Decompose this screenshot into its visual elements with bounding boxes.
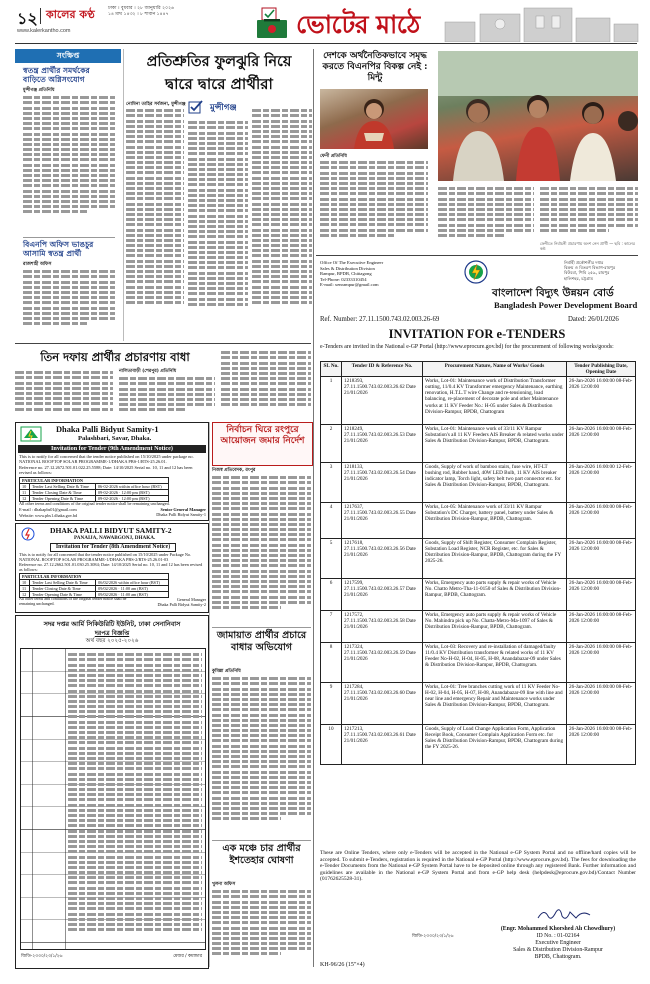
- mintu-photo: [438, 51, 638, 181]
- mil-table-grid: [20, 648, 206, 950]
- row-no: 11: [20, 490, 30, 496]
- pbs2-title-2: PANAIJA, NAWABGONJ, DHAKA.: [74, 535, 156, 541]
- rangpur-dateline: নিজস্ব প্রতিবেদক, রংপুর: [212, 468, 256, 473]
- row-dates: 26-Jan-2026 16:00:00 08-Feb-2026 12:00:00: [567, 377, 636, 425]
- masthead: [0, 0, 650, 46]
- brief-story-2-dateline: রাজশাহী অফিস: [23, 262, 52, 267]
- row-dates: 26-Jan-2026 16:00:00 08-Feb-2026 12:00:00: [567, 425, 636, 463]
- campaign-story: [15, 343, 311, 419]
- ballot-box-icon: [254, 6, 290, 40]
- manifesto-dateline: খুলনা অফিস: [212, 882, 236, 887]
- table-header-work: Procurement Nature, Name of Works/ Goods: [423, 362, 567, 377]
- row-value: 09-02-2026 · 12:00 pm (BST): [95, 490, 168, 496]
- bpdb-footer-note: These are Online Tenders, where only e-Tenders will be accepted in the National e-GP System Portal and no offline/hard copies will be accepted. To submit e-Tenders, registration is required in the National e-GP Portal (http://www.eprocure.gov.bd). The fees for downloading the e-Tender Documents from the National e-GP System Portal have to be deposited online through any registered Bank. Further information and guidelines are available in the National e-GP System Portal and from e-GP help desk (helpdesk@eprocure.gov.bd)/Contact Number (01762625528-31).: [320, 850, 636, 883]
- mil-table-text: [68, 651, 202, 947]
- row-dates: 26-Jan-2026 16:00:00 08-Feb-2026 12:00:00: [567, 643, 636, 683]
- mintu-body-col-2: [438, 185, 534, 247]
- pbs1-title-1: Dhaka Palli Bidyut Samity-1: [56, 425, 159, 434]
- manifesto-headline: এক মঞ্চে চার প্রার্থীর ইশতেহার ঘোষণা: [222, 843, 301, 866]
- table-row: [321, 377, 636, 425]
- website-link[interactable]: www.kalerkantho.com: [17, 28, 71, 34]
- brief-header: [15, 49, 121, 63]
- bpdb-office-line: Sales & Distribution Division: [320, 265, 375, 271]
- row-work-description: Works, Lot-01: Maintenance work of 33/11 KV Rampur Substation's all 11 KV Feeders AIS Breaker & related works under Sales & Distribution Division-Rampur, BPDB, Chattogram.: [423, 425, 567, 463]
- row-no: 10: [20, 484, 30, 490]
- row-tender-ref: 1217599, 27.11.1500.743.02.003.26.57 Date 21/01/2026: [342, 579, 423, 611]
- lead-story: [126, 49, 312, 339]
- mintu-photo-caption: ফেনীতে নির্বাচনী প্রচারণায় অংশ নেন প্রার্থী — ছবি : কালের কণ্ঠ: [540, 241, 635, 251]
- signer-title: Executive Engineer: [535, 940, 581, 946]
- row-sl: 5: [321, 539, 342, 579]
- jamaat-body: [212, 675, 311, 837]
- row-sl: 4: [321, 503, 342, 539]
- mil-header-line-3: অর্থ বছর ২০২৫-২০২৬: [85, 638, 139, 644]
- row-label: Tender Last Selling Date & Time: [29, 484, 95, 490]
- row-work-description: Goods, Supply of Load Change Application Form, Application Receipt Book, Consumer Complain Application Form etc. for Sales & Distribution Division-Rampur, BPDB, Chattogram during the FY 2025-26.: [423, 725, 567, 765]
- brief-divider: [23, 237, 115, 238]
- brief-story-1-title: স্বতন্ত্র প্রার্থীর সমর্থকের বাড়িতে অগ্নিসংযোগ: [23, 66, 90, 84]
- row-sl: 10: [321, 725, 342, 765]
- row-tender-ref: 1218249, 27.11.1500.743.02.003.26.53 Date 21/01/2026: [342, 425, 423, 463]
- checkbox-tick-icon: [188, 100, 204, 114]
- middle-divider-1: [212, 627, 311, 628]
- bpdb-office-line: Tel-Phone: 02333310454: [320, 276, 367, 282]
- jamaat-headline: জামায়াত প্রার্থীর প্রচারে বাধার অভিযোগ: [216, 630, 307, 653]
- mintu-bottom-rule: [316, 255, 638, 256]
- brief-story-2-body: [23, 268, 115, 340]
- lead-tag-label: মুন্সীগঞ্জ: [210, 103, 237, 113]
- pbs2-tender-ad: [15, 523, 209, 613]
- row-value: 09/02/2026 · 11:00 am (BST): [96, 592, 169, 598]
- signature-image: [536, 906, 592, 924]
- row-tender-ref: 1217637, 27.11.1500.743.02.003.26.55 Date 21/01/2026: [342, 503, 423, 539]
- row-tender-ref: 1217213, 27.11.1500.743.02.003.26.61 Date 21/01/2026: [342, 725, 423, 765]
- row-no: 10: [20, 580, 30, 586]
- bpdb-ref-number: Ref. Number: 27.11.1500.743.02.003.26-69: [320, 316, 440, 323]
- campaign-body-col-3: [221, 349, 311, 417]
- pbs1-email[interactable]: E-mail : dhakapbs01@gmail.com: [19, 507, 77, 512]
- mil-footer-left: জিডি-২৩৩০/২৩/১/২৬: [21, 954, 63, 959]
- manifesto-body: [212, 888, 311, 966]
- brief-header-label: সংক্ষিপ্ত: [56, 51, 80, 60]
- bpdb-tender-title: INVITATION FOR e-TENDERS: [388, 327, 566, 341]
- jamaat-dateline: কুমিল্লা প্রতিনিধি: [212, 669, 241, 674]
- pbs1-signer: [128, 507, 206, 517]
- bpdb-bangla-line: বিউবো, পিবি ২৫৯, রামপুর: [564, 270, 610, 276]
- row-sl: 6: [321, 579, 342, 611]
- pbs2-logo-icon: [20, 527, 36, 541]
- bpdb-dated: Dated: 26/01/2026: [568, 316, 619, 323]
- brief-story-2-title: বিএনপি অফিস ভাঙচুর আসামি স্বতন্ত্র প্রার্থী: [23, 240, 94, 258]
- table-header-ref: Tender ID & Reference No.: [342, 362, 423, 377]
- mintu-body-col-3: [540, 185, 638, 239]
- row-sl: 9: [321, 683, 342, 725]
- row-sl: 1: [321, 377, 342, 425]
- row-value: 06-02-2026 within office hour (BST): [95, 484, 168, 490]
- column-rule-mid: [313, 49, 314, 967]
- date-line-1: ঢাকা । বুধবার । ২৮ জানুয়ারি ২০২৬: [108, 6, 175, 11]
- bpdb-board-bangla: বাংলাদেশ বিদ্যুৎ উন্নয়ন বোর্ড: [492, 287, 614, 299]
- mil-header-line-1: সদর দপ্তর আর্মি সিকিউরিটি ইউনিট, ঢাকা সেনানিবাস: [43, 620, 181, 628]
- pbs1-reference: Reference no. 27.12.2672.501.01.022.25.5588; Date: 14/10/2025 Serial no. 10, 11 and 12 has been revised as follows:: [19, 465, 193, 476]
- signer-org: BPDB, Chattogram.: [534, 954, 582, 960]
- pbs2-signer-org: Dhaka Palli Bidyut Samity-2: [157, 602, 206, 607]
- mil-header-line-2: দরপত্র বিজ্ঞপ্তি: [94, 630, 130, 637]
- mintu-dateline: ফেনী প্রতিনিধি: [320, 154, 348, 159]
- middle-divider-2: [212, 840, 311, 841]
- bpdb-office-bangla: [564, 260, 638, 281]
- row-sl: 7: [321, 611, 342, 643]
- row-value: 09-02-2026 · 12:00 pm (BST): [95, 496, 168, 502]
- pbs2-signer: [136, 597, 206, 607]
- bpdb-board-english: Bangladesh Power Development Board: [494, 300, 638, 310]
- pbs2-box-title: Invitation for Tender (8th Amendment Notice): [50, 543, 176, 552]
- pbs2-signer-title: General Manager: [176, 597, 206, 602]
- row-tender-ref: 1217324, 27.11.1500.743.02.003.26.59 Date 21/01/2026: [342, 643, 423, 683]
- pbs1-signer-title: Senior General Manager: [160, 507, 206, 512]
- bpdb-bangla-line: নির্বাহী প্রকৌশলীর দপ্তর: [564, 260, 604, 265]
- middle-column: [212, 422, 311, 967]
- table-row: [321, 683, 636, 725]
- row-no: 12: [20, 592, 30, 598]
- bpdb-office-line: Office Of The Executive Engineer: [320, 260, 384, 265]
- brief-story-1-dateline: মুন্সীগঞ্জ প্রতিনিধি: [23, 88, 55, 93]
- table-row: [321, 503, 636, 539]
- paper-name: কালের কণ্ঠ: [46, 8, 95, 21]
- masthead-dateline: [108, 6, 174, 18]
- parliament-skyline-icon: [440, 4, 640, 42]
- row-dates: 26-Jan-2026 16:00:00 08-Feb-2026 12:00:00: [567, 503, 636, 539]
- masthead-rule: [15, 43, 637, 44]
- row-dates: 26-Jan-2026 16:00:00 08-Feb-2026 12:00:00: [567, 611, 636, 643]
- row-no: 11: [20, 586, 30, 592]
- rangpur-headline: নির্বাচন ঘিরে রংপুরে আয়োজন জমার নির্দেশ: [220, 425, 305, 446]
- bpdb-office-line: Rampur, BPDB, Chittagong: [320, 271, 372, 277]
- pbs1-box-title: Invitation for Tender (9th Amendment Notice): [18, 445, 206, 453]
- bpdb-office-line: E-mail: xenrampur@gmail.com: [320, 282, 379, 288]
- bpdb-intro: e-Tenders are invited in the National e-GP Portal (http://www.eprocure.gov.bd) for the procurement of following works/goods:: [320, 344, 614, 350]
- pbs1-signer-org: Dhaka Palli Bidyut Samity-1: [156, 512, 206, 517]
- pbs1-info-table: [19, 477, 169, 502]
- mintu-headline: দেশকে অর্থনৈতিকভাবে সমৃদ্ধ করতে বিএনপির বিকল্প নেই : মিন্টু: [322, 51, 428, 83]
- bpdb-tender-table: [320, 361, 636, 765]
- row-value: 09/02/2026 · 11:00 am (BST): [96, 586, 169, 592]
- row-dates: 26-Jan-2026 16:00:00 08-Feb-2026 12:00:00: [567, 683, 636, 725]
- table-header-row: [321, 362, 636, 377]
- table-row: [321, 643, 636, 683]
- table-row: [321, 611, 636, 643]
- section-title: ভোটের মাঠে: [296, 10, 420, 39]
- lead-body-col-1: [126, 107, 184, 337]
- lead-headline-2: দ্বারে দ্বারে প্রার্থীরা: [165, 75, 273, 93]
- row-work-description: Works, Lot-01: Maintenance work of Distribution Transformer outting, 11/0.4 KV Transformer emergency Maintenance, earthing renovation, H.T.L.T wire Change and re-tensioning, load balancing, re-placement of decorate pole and other Maintenance works at 11 KV Feeder No.: H-05 under Sales & Distribution Division-Rampur, BPDB, Chattogram: [423, 377, 567, 425]
- row-work-description: Goods, Supply of Shift Register, Consumer Complain Register, Substation Load Register, NCR Register, etc. for Sales & Distribution Division-Rampur, BPDB, Chattogram during the FY 2025-26.: [423, 539, 567, 579]
- row-work-description: Goods, Supply of work of bamboo stairs, fuse wire, HT-LT bushing rod, Rubber hand, 40W LED Bulb, 11 KV AIS breaker indicator lamp, Torch light, safety belt two part connector etc. for Sales & Distribution Division-Rampur, BPDB, Chattogram.: [423, 463, 567, 503]
- row-dates: 26-Jan-2026 16:00:00 08-Feb-2026 12:00:00: [567, 539, 636, 579]
- table-row: [321, 725, 636, 765]
- pbs2-info-header: PARTICULAR INFORMATION: [20, 574, 169, 580]
- military-tender-ad: [15, 615, 209, 969]
- row-tender-ref: 1217618, 27.11.1500.743.02.003.26.56 Date 21/01/2026: [342, 539, 423, 579]
- pbs2-note: All other terms and conditions of the original tender notice shall be remaining unchanged.: [19, 596, 127, 606]
- lead-body-col-2: [188, 119, 248, 337]
- bpdb-logo-icon: [464, 260, 488, 284]
- signer-id: ID No. : 01-02164: [536, 933, 580, 939]
- lead-byline: নোমিনা তাহির সর্বজনা, মুন্সীগঞ্জ: [126, 102, 186, 107]
- row-sl: 3: [321, 463, 342, 503]
- row-tender-ref: 1218393, 27.11.1500.743.02.003.26.62 Date 21/01/2026: [342, 377, 423, 425]
- row-dates: 26-Jan-2026 16:00:00 12-Feb-2026 12:00:00: [567, 463, 636, 503]
- brief-story-1-body: [23, 94, 115, 234]
- row-work-description: Works, Lot-05: Maintenance work of 33/11 KV Rampur Substation's DC Charger, battery panel, battery under Sales & Distribution Division-Rampur, BPDB, Chattogram.: [423, 503, 567, 539]
- rangpur-header-box: [212, 422, 313, 466]
- row-dates: 26-Jan-2026 16:00:00 08-Feb-2026 12:00:00: [567, 725, 636, 765]
- campaign-body-col-1: [15, 369, 113, 417]
- campaign-top-rule: [15, 343, 311, 344]
- row-label: Tender Closing Date & Time: [29, 490, 95, 496]
- campaign-body-col-2: [119, 375, 215, 417]
- signer-office: Sales & Distribution Division-Rampur: [513, 947, 603, 953]
- table-row: [321, 539, 636, 579]
- row-work-description: Works, Lot-03: Recovery and re-installation of damaged/faulty 11/0.4 KV Distribution transformer & related works of 11 KV Feeder No-H-02, H-04, H-05, H-08, Anandabazar-09 under Sales & Distribution Division-Rampur, BPDB, Chattogram.: [423, 643, 567, 683]
- date-line-2: ১৪ মাঘ ১৪৩২ । ৮ শাবান ১৪৪৭: [108, 12, 169, 17]
- lead-tag-box: [188, 99, 248, 115]
- mintu-story: [316, 49, 638, 260]
- pbs2-reference: Reference no. 27.12.2662.501.01.030.25.3084; Date: 14/10/2025 Serial no. 10, 11 and 12 has been revised as follows:: [19, 562, 203, 572]
- row-label: Tender Opening Date & Time: [29, 496, 95, 502]
- row-work-description: Works, Emergency auto parts supply & repair works of Vehicle No. Chatto Metro-Tha-11-0150 of Sales & Distribution Division-Rampur, BPDB, Chattogram.: [423, 579, 567, 611]
- row-value: 06/02/2026 within office hour (BST): [96, 580, 169, 586]
- pbs1-logo-icon: [20, 426, 42, 442]
- bpdb-code-left: KH-96/26 (15"×4): [320, 962, 365, 968]
- table-header-sl: SL No.: [321, 362, 342, 377]
- bpdb-office-english: [320, 260, 440, 288]
- row-tender-ref: 1217572, 27.11.1500.743.02.003.26.58 Date 21/01/2026: [342, 611, 423, 643]
- masthead-divider: [40, 8, 41, 24]
- portrait-figure: [320, 89, 428, 149]
- row-label: Tender Closing Date & Time: [30, 586, 96, 592]
- pbs1-note: All other terms and conditions of the original tender notice shall be remaining unchanged.: [19, 501, 170, 506]
- table-row: [321, 425, 636, 463]
- campaign-dateline: নালিতাবাড়ী (শেরপুর) প্রতিনিধি: [119, 369, 177, 374]
- pbs2-body: This is to notify for all concerned that the tender notice published on 15/10/2025 under Package No. NATIONAL ROOFTOP SOLAR PROGRAMME-1/DHAKA PBS-2/RTS-25.26.01-03: [19, 552, 192, 562]
- row-sl: 8: [321, 643, 342, 683]
- pbs1-website[interactable]: Website: www.pbs1.dhaka.gov.bd: [19, 513, 78, 518]
- pbs1-body: This is to notify for all concerned that the tender notice published on 15/10/2025 under package no. NATIONAL ROOFTOP SOLAR PROGRAMME-1/DHAKA PBS-1/RTS-25.26.01.: [19, 454, 194, 465]
- row-label: Tender Opening Date & Time: [30, 592, 96, 598]
- table-row: [321, 463, 636, 503]
- row-work-description: Works, Lot-01: Tree branches cutting work of 11 KV Feeder No-H-02, H-04, H-05, H-07, H-08, Anandabazar-09 line with line and near line and emergency Repair and Maintenance works under Sales & Distribution Division-Rampur, BPDB, Chattogram.: [423, 683, 567, 725]
- column-rule-left: [123, 49, 124, 341]
- pbs1-title-2: Palashbari, Savar, Dhaka.: [78, 435, 152, 442]
- pbs2-title-1: DHAKA PALLI BIDYUT SAMITY-2: [50, 526, 172, 535]
- column-rule-ad: [209, 422, 210, 967]
- rangpur-body: [212, 474, 311, 624]
- row-sl: 2: [321, 425, 342, 463]
- mintu-portrait: [320, 89, 428, 149]
- row-work-description: Works, Emergency auto parts supply & repair works of Vehicle No. Mahindra pick up No. Chatta-Metro-Ma-1097 of Sales & Distribution Division-Rampur, BPDB, Chattogram.: [423, 611, 567, 643]
- row-tender-ref: 1218133, 27.11.1500.743.02.003.26.54 Date 21/01/2026: [342, 463, 423, 503]
- pbs1-info-header: PARTICULAR INFORMATION: [20, 478, 169, 484]
- lead-body-col-3: [252, 107, 312, 337]
- table-row: [321, 579, 636, 611]
- pbs1-tender-ad: [15, 422, 209, 521]
- bpdb-code-mid: জিডি-২৩৩০/২৩/১/২৬: [412, 934, 454, 939]
- bpdb-bangla-line: বিক্রয় ও বিতরণ বিভাগ-রামপুর: [564, 265, 616, 271]
- row-no: 12: [20, 496, 30, 502]
- campaign-headline: তিন দফায় প্রার্থীর প্রচারণায় বাধা: [40, 350, 190, 364]
- mil-footer-right: মেজর / কমান্ডার: [173, 954, 202, 959]
- row-dates: 26-Jan-2026 16:00:00 08-Feb-2026 12:00:00: [567, 579, 636, 611]
- brief-sidebar: [15, 49, 121, 341]
- signer-name: (Engr. Mohammed Khorshed Alı Chowdhury): [500, 926, 616, 932]
- mintu-body-col-1: [320, 159, 428, 250]
- page-number: ১২: [17, 11, 38, 28]
- row-label: Tender Last Selling Date & Time: [30, 580, 96, 586]
- lead-headline-1: প্রতিশ্রুতির ফুলঝুরি নিয়ে: [146, 53, 292, 70]
- bpdb-ad-header: [316, 260, 638, 314]
- pbs2-info-table: [19, 573, 169, 598]
- bpdb-bangla-line: হালিশহর, চট্টগ্রাম: [564, 275, 593, 281]
- bpdb-signer-block: [478, 926, 638, 961]
- crowd-photo-figure: [438, 51, 638, 181]
- row-tender-ref: 1217284, 27.11.1500.743.02.003.26.60 Date 21/01/2026: [342, 683, 423, 725]
- table-header-dates: Tender Publishing Date, Opening Date: [567, 362, 636, 377]
